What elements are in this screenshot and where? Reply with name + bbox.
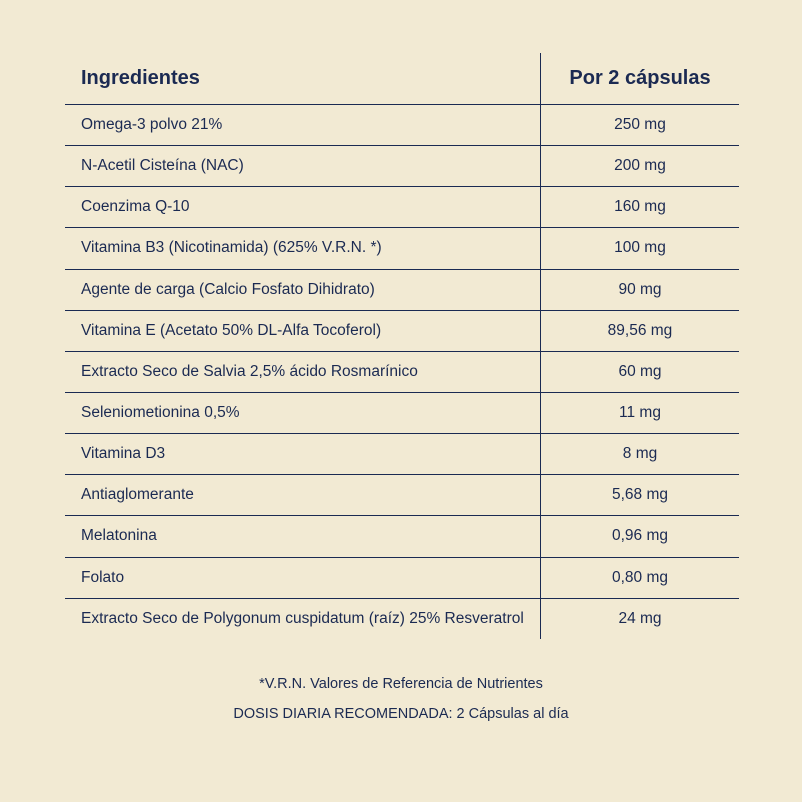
dosage-note: DOSIS DIARIA RECOMENDADA: 2 Cápsulas al día xyxy=(233,706,569,722)
cell-amount: 160 mg xyxy=(541,187,740,228)
cell-amount: 0,80 mg xyxy=(541,557,740,598)
cell-ingredient: Omega-3 polvo 21% xyxy=(65,105,541,146)
table-body xyxy=(65,105,740,640)
cell-ingredient: Vitamina B3 (Nicotinamida) (625% V.R.N. *) xyxy=(65,228,541,269)
column-header-amount: Por 2 cápsulas xyxy=(541,53,740,105)
vrn-note: *V.R.N. Valores de Referencia de Nutrientes xyxy=(259,676,543,692)
cell-ingredient: Extracto Seco de Polygonum cuspidatum (raíz) 25% Resveratrol xyxy=(65,598,541,639)
cell-ingredient: Folato xyxy=(65,557,541,598)
table-row xyxy=(65,228,740,269)
cell-amount: 0,96 mg xyxy=(541,516,740,557)
table-head xyxy=(65,53,740,105)
table-row xyxy=(65,434,740,475)
table-row xyxy=(65,516,740,557)
cell-ingredient: Vitamina E (Acetato 50% DL-Alfa Tocoferol) xyxy=(65,310,541,351)
cell-ingredient: Vitamina D3 xyxy=(65,434,541,475)
table-row xyxy=(65,146,740,187)
cell-ingredient: Melatonina xyxy=(65,516,541,557)
cell-ingredient: Coenzima Q-10 xyxy=(65,187,541,228)
cell-amount: 90 mg xyxy=(541,269,740,310)
cell-ingredient: Agente de carga (Calcio Fosfato Dihidrato) xyxy=(65,269,541,310)
table-row xyxy=(65,557,740,598)
cell-ingredient: N-Acetil Cisteína (NAC) xyxy=(65,146,541,187)
table-row xyxy=(65,392,740,433)
footnotes xyxy=(0,676,802,736)
cell-amount: 5,68 mg xyxy=(541,475,740,516)
table-row xyxy=(65,351,740,392)
table-row xyxy=(65,269,740,310)
ingredients-table-container xyxy=(64,52,740,640)
cell-amount: 89,56 mg xyxy=(541,310,740,351)
table-row xyxy=(65,105,740,146)
cell-amount: 250 mg xyxy=(541,105,740,146)
table-header-row xyxy=(65,53,740,105)
cell-ingredient: Antiaglomerante xyxy=(65,475,541,516)
cell-amount: 60 mg xyxy=(541,351,740,392)
cell-amount: 200 mg xyxy=(541,146,740,187)
cell-ingredient: Seleniometionina 0,5% xyxy=(65,392,541,433)
cell-ingredient: Extracto Seco de Salvia 2,5% ácido Rosmarínico xyxy=(65,351,541,392)
cell-amount: 100 mg xyxy=(541,228,740,269)
table-row xyxy=(65,598,740,639)
ingredients-table xyxy=(64,52,740,640)
table-row xyxy=(65,310,740,351)
cell-amount: 24 mg xyxy=(618,609,662,627)
table-row xyxy=(65,475,740,516)
table-row xyxy=(65,187,740,228)
cell-amount: 11 mg xyxy=(541,392,740,433)
column-header-ingredients: Ingredientes xyxy=(65,53,541,105)
cell-amount: 8 mg xyxy=(541,434,740,475)
